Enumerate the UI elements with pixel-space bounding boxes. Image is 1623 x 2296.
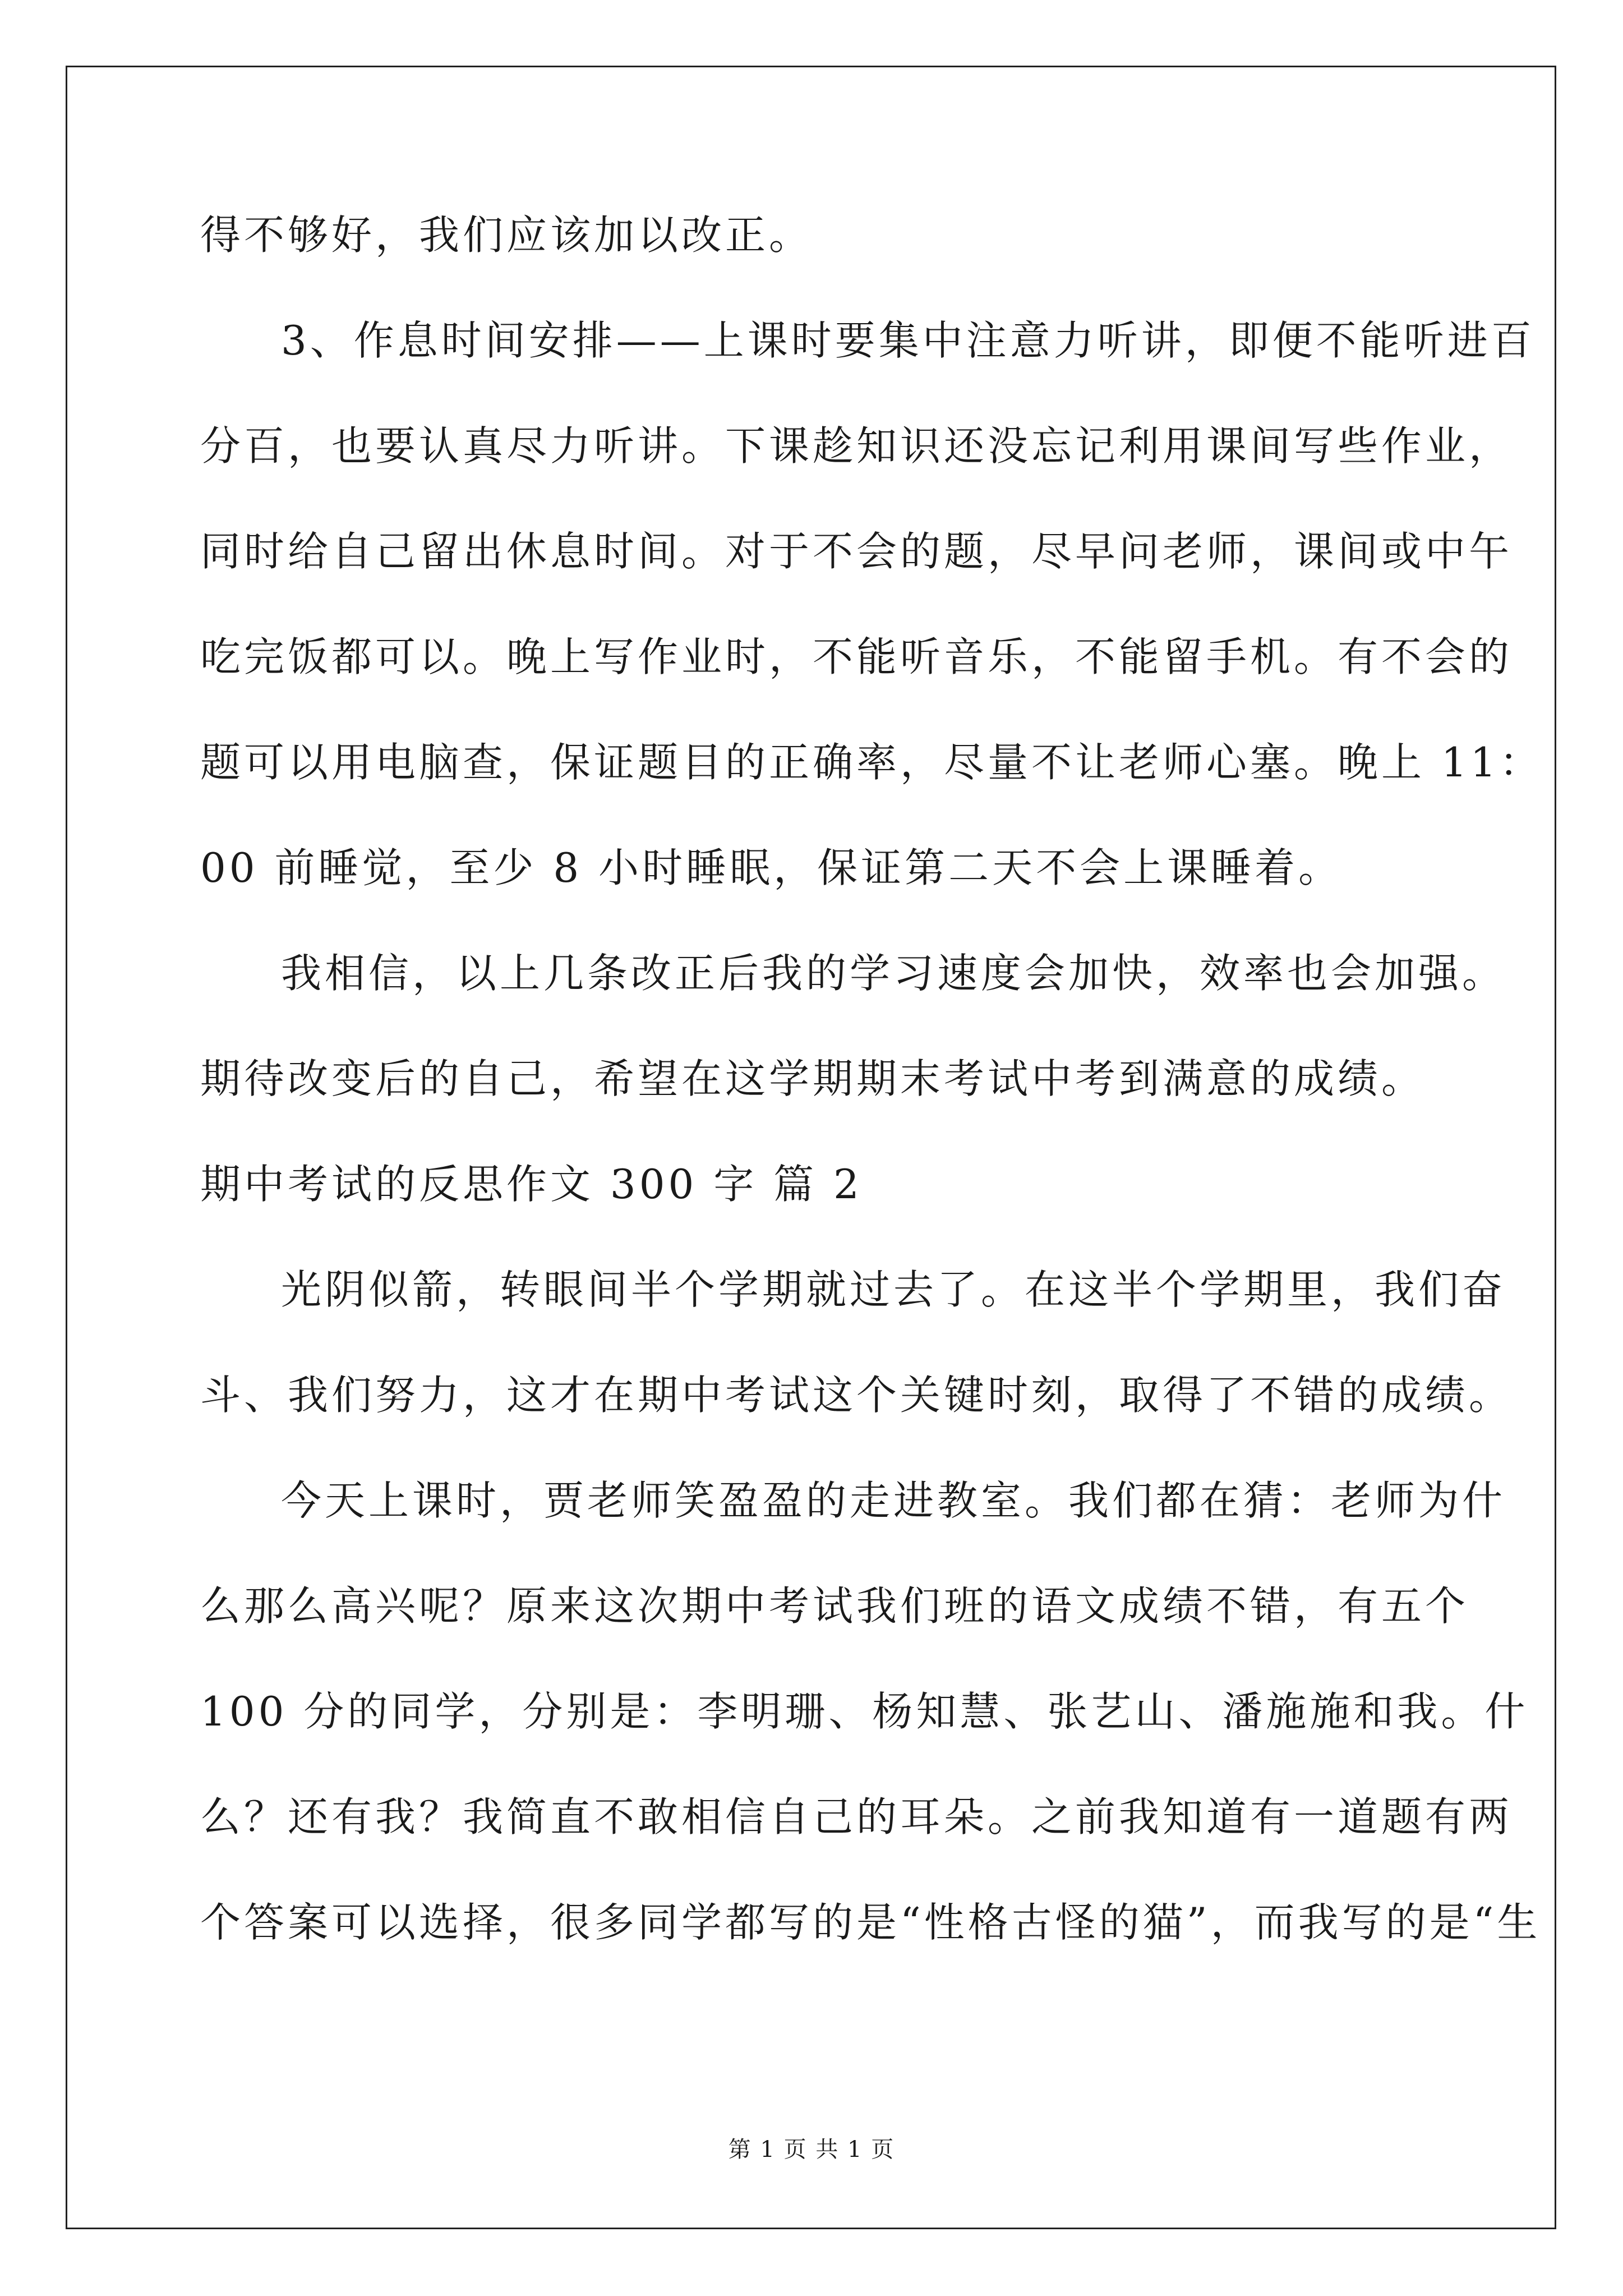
text-line: 题可以用电脑查，保证题目的正确率，尽量不让老师心塞。晚上 11： <box>200 739 1543 786</box>
text-line: 光阴似箭，转眼间半个学期就过去了。在这半个学期里，我们奋 <box>281 1266 1506 1313</box>
text-line: 00 前睡觉，至少 8 小时睡眠，保证第二天不会上课睡着。 <box>200 844 1343 891</box>
text-line: 同时给自己留出休息时间。对于不会的题，尽早问老师，课间或中午 <box>200 528 1513 575</box>
text-line: 我相信，以上几条改正后我的学习速度会加快，效率也会加强。 <box>281 950 1506 997</box>
text-line: 斗、我们努力，这才在期中考试这个关键时刻，取得了不错的成绩。 <box>200 1372 1513 1419</box>
text-line: 3、作息时间安排——上课时要集中注意力听讲，即便不能听进百 <box>281 317 1535 364</box>
text-line: 100 分的同学，分别是：李明珊、杨知慧、张艺山、潘施施和我。什 <box>200 1688 1529 1735</box>
page-footer: 第 1 页 共 1 页 <box>728 2137 895 2162</box>
text-line: 分百，也要认真尽力听讲。下课趁知识还没忘记利用课间写些作业， <box>200 422 1513 470</box>
text-line: 期待改变后的自己，希望在这学期期末考试中考到满意的成绩。 <box>200 1055 1426 1102</box>
text-line: 个答案可以选择，很多同学都写的是“性格古怪的猫”，而我写的是“生 <box>200 1899 1541 1946</box>
text-line: 么那么高兴呢？原来这次期中考试我们班的语文成绩不错，有五个 <box>200 1582 1469 1630</box>
text-line: 今天上课时，贾老师笑盈盈的走进教室。我们都在猜：老师为什 <box>281 1477 1506 1524</box>
text-line: 吃完饭都可以。晚上写作业时，不能听音乐，不能留手机。有不会的 <box>200 633 1513 680</box>
text-line: 得不够好，我们应该加以改正。 <box>200 211 813 259</box>
section-heading: 期中考试的反思作文 300 字 篇 2 <box>200 1161 863 1208</box>
text-line: 么？还有我？我简直不敢相信自己的耳朵。之前我知道有一道题有两 <box>200 1793 1513 1841</box>
